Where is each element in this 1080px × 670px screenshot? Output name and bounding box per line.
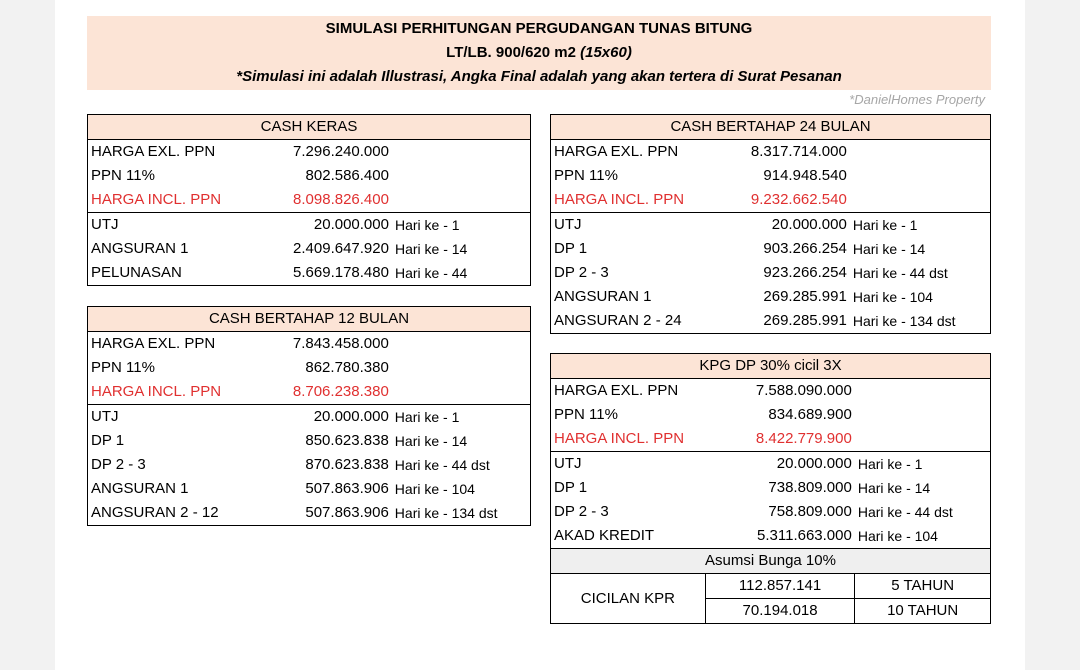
table-row: HARGA EXL. PPN 7.843.458.000 [88, 332, 531, 357]
table-title: CASH BERTAHAP 24 BULAN [551, 115, 991, 140]
table-row: PPN 11% 914.948.540 [551, 164, 991, 188]
table-row: DP 1 903.266.254 Hari ke - 14 [551, 237, 991, 261]
table-row: ANGSURAN 2 - 24 269.285.991 Hari ke - 134 dst [551, 309, 991, 334]
document-header [87, 16, 991, 90]
kpr-row [551, 574, 991, 599]
table-row: ANGSURAN 2 - 12 507.863.906 Hari ke - 134 dst [88, 501, 531, 526]
table-row: HARGA INCL. PPN 8.706.238.380 [88, 380, 531, 405]
table-row: PPN 11% 834.689.900 [551, 403, 991, 427]
table-row: UTJ 20.000.000 Hari ke - 1 [88, 213, 531, 238]
kpr-amount: 70.194.018 [705, 599, 855, 624]
table-row: UTJ 20.000.000 Hari ke - 1 [551, 452, 991, 477]
kpr-label: CICILAN KPR [551, 574, 706, 624]
table-row: HARGA INCL. PPN 9.232.662.540 [551, 188, 991, 213]
table-row: DP 1 850.623.838 Hari ke - 14 [88, 429, 531, 453]
credit-watermark: *DanielHomes Property [849, 92, 985, 107]
table-title: CASH KERAS [88, 115, 531, 140]
table-row: ANGSURAN 1 269.285.991 Hari ke - 104 [551, 285, 991, 309]
table-row: ANGSURAN 1 2.409.647.920 Hari ke - 14 [88, 237, 531, 261]
interest-row [551, 549, 991, 574]
table-row: UTJ 20.000.000 Hari ke - 1 [551, 213, 991, 238]
table-row: PPN 11% 802.586.400 [88, 164, 531, 188]
cash-24-months-table [550, 114, 991, 334]
kpr-amount: 112.857.141 [705, 574, 855, 599]
table-row: PPN 11% 862.780.380 [88, 356, 531, 380]
cash-12-months-table [87, 306, 531, 526]
table-row: UTJ 20.000.000 Hari ke - 1 [88, 405, 531, 430]
table-row: DP 2 - 3 870.623.838 Hari ke - 44 dst [88, 453, 531, 477]
table-row: DP 2 - 3 923.266.254 Hari ke - 44 dst [551, 261, 991, 285]
table-row: DP 1 738.809.000 Hari ke - 14 [551, 476, 991, 500]
table-row: DP 2 - 3 758.809.000 Hari ke - 44 dst [551, 500, 991, 524]
table-row: HARGA EXL. PPN 7.588.090.000 [551, 379, 991, 404]
interest-assumption: Asumsi Bunga 10% [551, 549, 991, 574]
table-title: KPG DP 30% cicil 3X [551, 354, 991, 379]
disclaimer-note: *Simulasi ini adalah Illustrasi, Angka Final adalah yang akan tertera di Surat Pesanan [236, 68, 842, 85]
cash-keras-table [87, 114, 531, 286]
table-row: HARGA INCL. PPN 8.098.826.400 [88, 188, 531, 213]
table-row: ANGSURAN 1 507.863.906 Hari ke - 104 [88, 477, 531, 501]
table-title: CASH BERTAHAP 12 BULAN [88, 307, 531, 332]
unit-size: LT/LB. 900/620 m2 (15x60) [446, 44, 632, 61]
table-row: PELUNASAN 5.669.178.480 Hari ke - 44 [88, 261, 531, 286]
table-row: HARGA EXL. PPN 8.317.714.000 [551, 140, 991, 165]
kpr-term: 10 TAHUN [855, 599, 991, 624]
table-row: HARGA EXL. PPN 7.296.240.000 [88, 140, 531, 165]
kpg-table [550, 353, 991, 624]
kpr-term: 5 TAHUN [855, 574, 991, 599]
table-row: HARGA INCL. PPN 8.422.779.900 [551, 427, 991, 452]
table-row: AKAD KREDIT 5.311.663.000 Hari ke - 104 [551, 524, 991, 549]
document-title: SIMULASI PERHITUNGAN PERGUDANGAN TUNAS BITUNG [325, 20, 753, 37]
